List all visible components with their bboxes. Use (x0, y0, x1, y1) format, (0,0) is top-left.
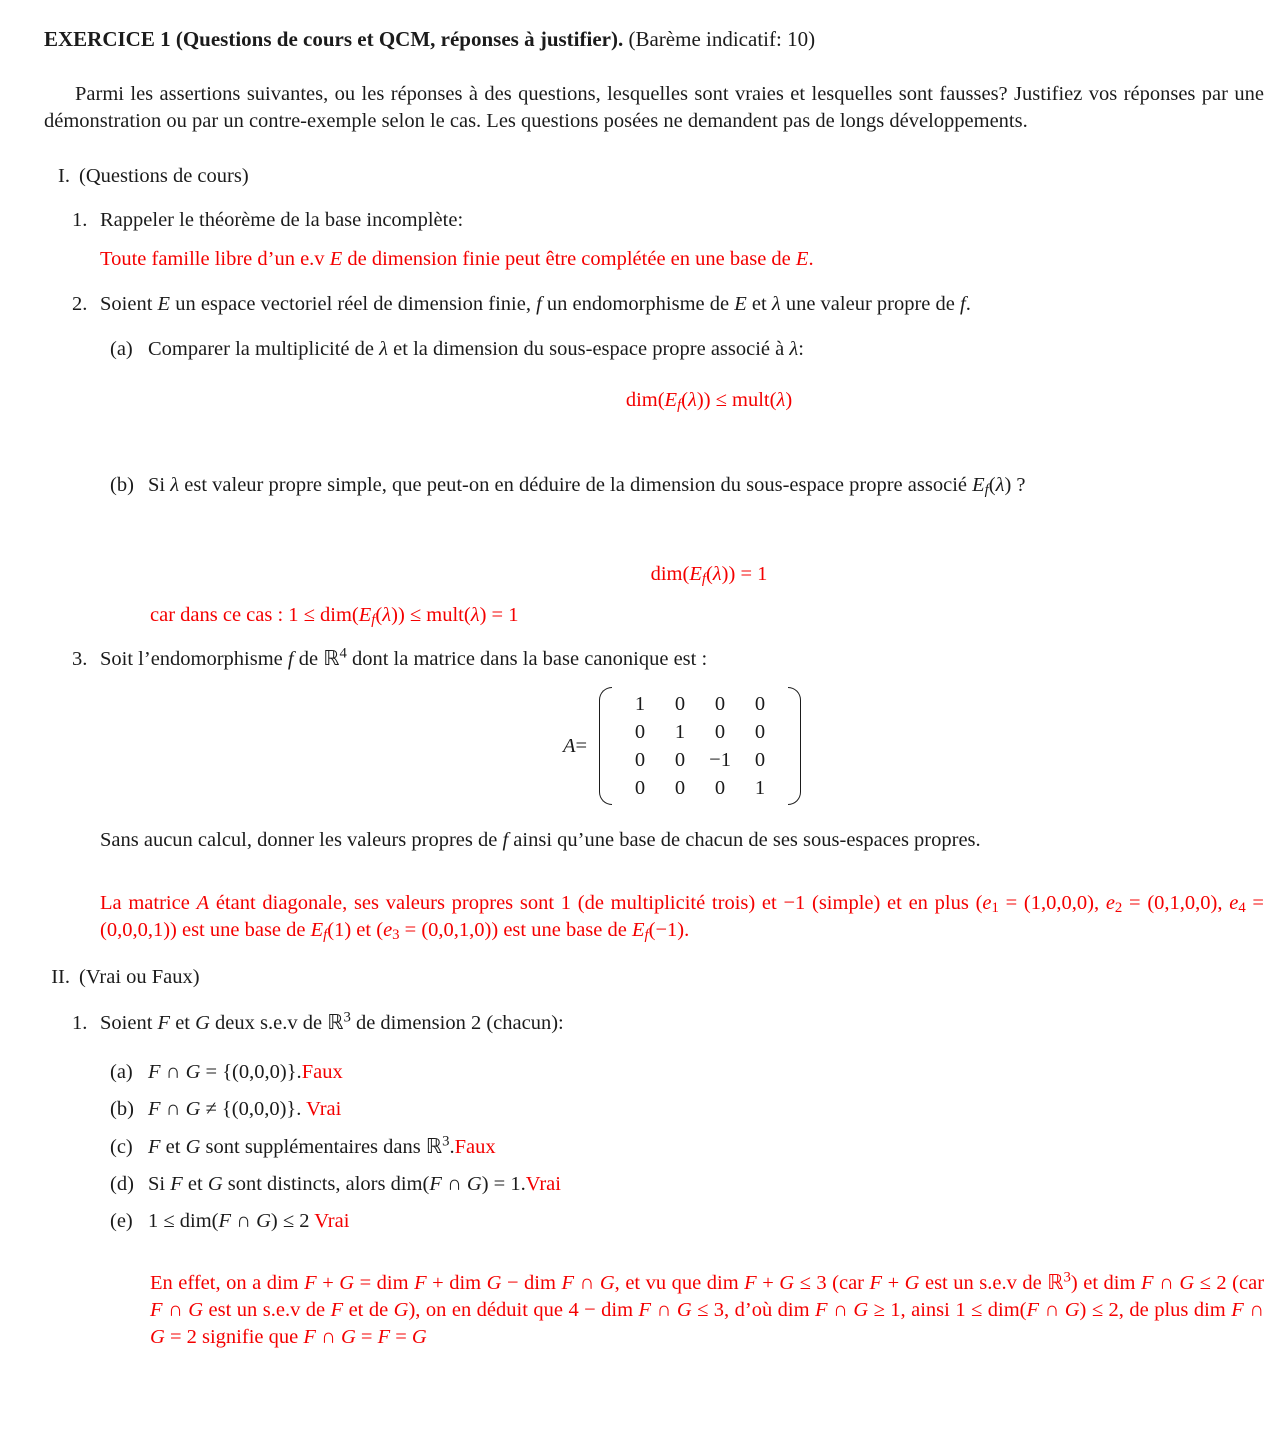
equation-dim-leq-mult: dim(Ef(λ)) ≤ mult(λ) (625, 389, 793, 414)
section-i-label: I. (58, 165, 70, 187)
section-ii-title: (Vrai ou Faux) (79, 966, 200, 988)
vf-item-c (44, 1133, 1264, 1161)
question-3-followup: Sans aucun calcul, donner les valeurs propres de f ainsi qu’une base de chacun de ses sous-espaces propres. (100, 829, 981, 851)
answer-1: Toute famille libre d’un e.v E de dimension finie peut être complétée en une base de E. (100, 248, 814, 270)
section-ii-heading (44, 964, 1264, 991)
subquestion-b-text: Si λ est valeur propre simple, que peut-on en déduire de la dimension du sous-espace propre associé Ef(λ) ? (148, 474, 1026, 499)
vf-item-b (44, 1096, 1264, 1123)
vf-item-a-text: F ∩ G = {(0,0,0)}.Faux (148, 1061, 343, 1083)
question-3-label: 3. (72, 648, 88, 670)
intro-paragraph: Parmi les assertions suivantes, ou les réponses à des questions, lesquelles sont vraies et lesquelles sont fausses? Justifiez vos réponses par une démonstration ou par un contre-exemple selon le cas. Les questions posées ne demandent pas de longs développements. (44, 83, 1264, 132)
question-2-text: Soient E un espace vectoriel réel de dimension finie, f un endomorphisme de E et λ une valeur propre de f. (100, 293, 971, 315)
exercise-title: EXERCICE 1 (Questions de cours et QCM, réponses à justifier). (Barème indicatif: 10) (44, 27, 816, 51)
section-i-heading (44, 163, 1264, 190)
subquestion-b (44, 472, 1264, 499)
vf-item-a (44, 1059, 1264, 1086)
vrai-faux-question (44, 1009, 1264, 1037)
vrai-faux-justification: En effet, on a dim F + G = dim F + dim G − dim F ∩ G, et vu que dim F + G ≤ 3 (car F + G est un s.e.v de ℝ$^3$) et dim F ∩ G ≤ 2 (car F ∩ G est un s.e.v de F et de G), on en déduit que 4 − dim F ∩ G ≤ 3, d’où dim F ∩ G ≥ 1, ainsi 1 ≤ dim(F ∩ G) ≤ 2, de plus dim F ∩ G = 2 signifie que F ∩ G = F = G (150, 1269, 1265, 1348)
question-2 (44, 291, 1264, 318)
vf-item-c-text: F et G sont supplémentaires dans ℝ$^3$.Faux (148, 1133, 496, 1158)
subquestion-a (44, 336, 1264, 363)
subquestion-a-text: Comparer la multiplicité de λ et la dimension du sous-espace propre associé à λ: (148, 338, 804, 360)
subquestion-b-label: (b) (110, 474, 134, 496)
justification-note: car dans ce cas : 1 ≤ dim(Ef(λ)) ≤ mult(λ) = 1 (150, 604, 519, 629)
question-2-label: 2. (72, 293, 88, 315)
subquestion-a-label: (a) (110, 338, 133, 360)
vrai-faux-question-text: Soient F et G deux s.e.v de ℝ$^3$ de dimension 2 (chacun): (100, 1009, 564, 1034)
section-i-title: (Questions de cours) (79, 165, 249, 187)
question-3-text: Soit l’endomorphisme f de ℝ$^4$ dont la matrice dans la base canonique est : (100, 645, 708, 670)
vrai-faux-question-label: 1. (72, 1012, 88, 1034)
question-1 (44, 207, 1264, 234)
matrix-right-paren (788, 687, 801, 805)
vf-item-d-text: Si F et G sont distincts, alors dim(F ∩ G) = 1.Vrai (148, 1173, 561, 1195)
matrix-body (599, 687, 801, 805)
vf-item-d (44, 1171, 1264, 1198)
section-ii-label: II. (51, 966, 70, 988)
vf-item-a-label: (a) (110, 1061, 133, 1083)
question-3 (44, 645, 1264, 673)
matrix-label: A = (562, 734, 588, 757)
vf-item-e-label: (e) (110, 1210, 133, 1232)
vf-item-e (44, 1208, 1264, 1235)
vf-item-b-text: F ∩ G ≠ {(0,0,0)}. Vrai (148, 1098, 342, 1120)
vf-item-c-label: (c) (110, 1136, 133, 1158)
vf-item-b-label: (b) (110, 1098, 134, 1120)
equation-dim-eq-1: dim(Ef(λ)) = 1 (650, 563, 768, 588)
vf-item-d-label: (d) (110, 1173, 134, 1195)
matrix-values: 1 0 0 0 0 1 0 0 0 0 −1 0 0 0 0 1 (634, 692, 766, 799)
vf-item-e-text: 1 ≤ dim(F ∩ G) ≤ 2 Vrai (148, 1210, 350, 1232)
answer-3: La matrice A étant diagonale, ses valeurs propres sont 1 (de multiplicité trois) et −1 (simple) et en plus (e1 = (1,0,0,0), e2 = (0,1,0,0), e4 = (0,0,0,1)) est une base de Ef(1) et (e3 = (0,0,1,0)) est une base de Ef(−1). (100, 892, 1264, 944)
matrix-left-paren (599, 687, 612, 805)
matrix-equation (44, 687, 1264, 805)
question-1-text: Rappeler le théorème de la base incomplète: (100, 209, 464, 231)
question-1-label: 1. (72, 209, 88, 231)
